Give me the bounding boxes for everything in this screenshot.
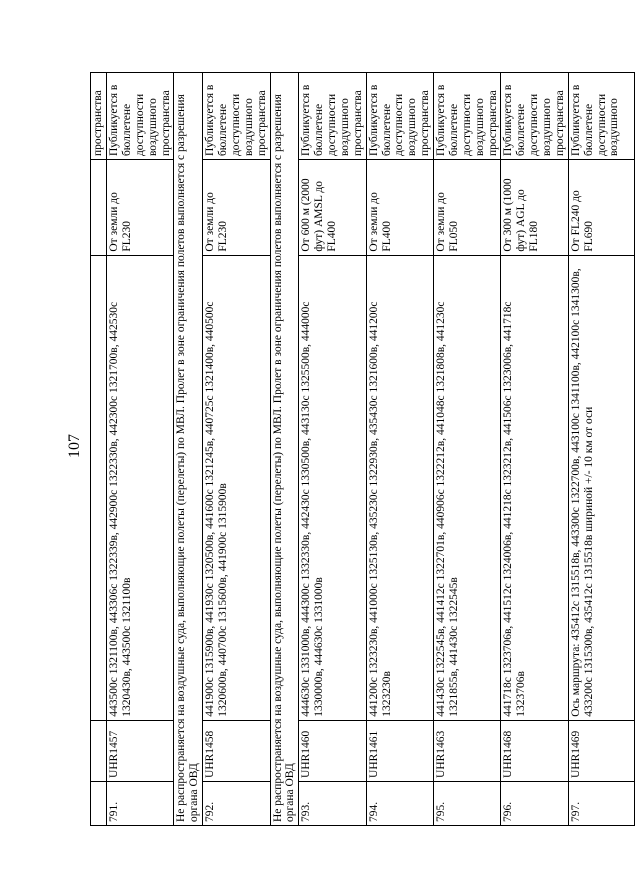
coordinates-cell: 441718с 1323706в, 441512с 1324006в, 441218с 1323212в, 441506с 1323006в, 441718с 1323706в — [501, 255, 568, 720]
coordinates-cell: Ось маршрута: 435412с 1315518в, 443300с 1322700в, 443100с 1341100в, 442100с 1341300в, 433200с 1315300в, 435412с 1315518в шириной +/- 10 км от оси — [568, 255, 634, 720]
table-row — [107, 73, 174, 826]
page-number: 107 — [66, 434, 83, 458]
publish-cell: Публикуется в бюллетене доступности воздушного пространства — [434, 73, 501, 160]
publish-cell: Публикуется в бюллетене доступности воздушного — [568, 73, 634, 160]
table-note-row — [270, 73, 299, 826]
coordinates-cell: 444630с 1331000в, 444300с 1332330в, 442430с 1330500в, 443130с 1325500в, 444000с 1330000в, 444630с 1331000в — [299, 255, 366, 720]
publish-cell: Публикуется в бюллетене доступности воздушного пространства — [366, 73, 433, 160]
publish-cell: Публикуется в бюллетене доступности воздушного пространства — [299, 73, 366, 160]
publish-cell: Публикуется в бюллетене доступности воздушного пространства — [107, 73, 174, 160]
table-row — [434, 73, 501, 826]
row-number: 792. — [203, 781, 270, 825]
altitude-cell: От FL240 до FL690 — [568, 160, 634, 256]
rotated-page-area — [90, 72, 621, 826]
altitude-cell: От земли до FL230 — [203, 160, 270, 256]
coordinates-cell: 441200с 1323230в, 441000с 1325130в, 435230с 1322930в, 435430с 1321600в, 441200с 1323230в — [366, 255, 433, 720]
altitude-cell: От земли до FL400 — [366, 160, 433, 256]
zone-code: UHR1461 — [366, 720, 433, 781]
zone-code: UHR1469 — [568, 720, 634, 781]
row-number: 793. — [299, 781, 366, 825]
table-row — [203, 73, 270, 826]
publish-cell: пространства — [91, 73, 107, 160]
table-row — [366, 73, 433, 826]
table-row — [299, 73, 366, 826]
row-number: 797. — [568, 781, 634, 825]
table-row — [501, 73, 568, 826]
row-number: 794. — [366, 781, 433, 825]
note-cell: Не распространяется на воздушные суда, выполняющие полеты (перелеты) по МВЛ. Пролет в зоне ограничения полетов выполняется с разрешения органа ОВД — [270, 73, 299, 826]
altitude-cell: От земли до FL230 — [107, 160, 174, 256]
altitude-cell: От земли до FL050 — [434, 160, 501, 256]
zone-code: UHR1458 — [203, 720, 270, 781]
altitude-cell: От 600 м (2000 фут) AMSL до FL400 — [299, 160, 366, 256]
coordinates-cell: 441900с 1315900в, 441930с 1320500в, 441600с 1321245в, 440725с 1321400в, 440500с 1320600в, 440700с 1315600в, 441900с 1315900в — [203, 255, 270, 720]
table-row — [568, 73, 634, 826]
zone-code: UHR1463 — [434, 720, 501, 781]
zone-code: UHR1457 — [107, 720, 174, 781]
airspace-table — [90, 72, 635, 826]
coordinates-cell: 443500с 1321100в, 443306с 1322339в, 442900с 1322330в, 442300с 1321700в, 442530с 1320430в, 443500с 1321100в — [107, 255, 174, 720]
coordinates-cell: 441430с 1322545в, 441412с 1322701в, 440906с 1322212в, 441048с 1321808в, 441230с 1321855в, 441430с 1322545в — [434, 255, 501, 720]
zone-code: UHR1460 — [299, 720, 366, 781]
publish-cell: Публикуется в бюллетене доступности воздушного пространства — [203, 73, 270, 160]
note-cell: Не распространяется на воздушные суда, выполняющие полеты (перелеты) по МВЛ. Пролет в зоне ограничения полетов выполняется с разрешения органа ОВД — [174, 73, 203, 826]
row-number: 796. — [501, 781, 568, 825]
zone-code: UHR1468 — [501, 720, 568, 781]
publish-cell: Публикуется в бюллетене доступности воздушного пространства — [501, 73, 568, 160]
altitude-cell: От 300 м (1000 фут) AGL до FL180 — [501, 160, 568, 256]
row-number: 791. — [107, 781, 174, 825]
row-number: 795. — [434, 781, 501, 825]
table-note-row — [174, 73, 203, 826]
table-row — [91, 73, 107, 826]
